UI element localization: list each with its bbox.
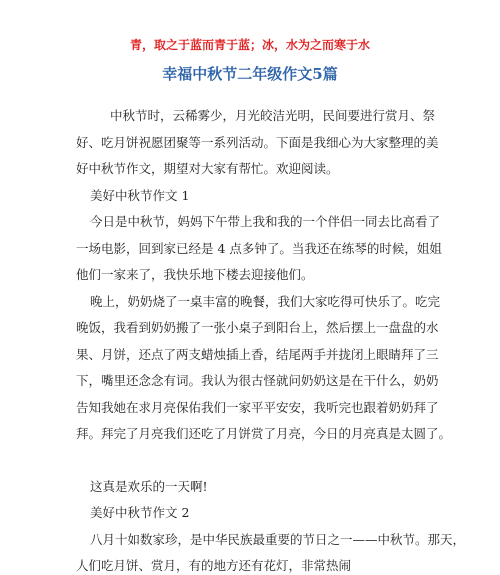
paragraph-line: 这真是欢乐的一天啊!	[90, 479, 208, 494]
paragraph-line: 人们吃月饼、赏月，有的地方还有花灯，非常热闹	[76, 558, 352, 573]
motto-line: 青，取之于蓝而青于蓝；冰，水为之而寒于水	[129, 38, 370, 52]
section-heading: 美好中秋节作文 1	[90, 188, 190, 203]
paragraph-line: 中秋节时，云稀雾少，月光皎洁光明，民间要进行赏月、祭	[110, 108, 436, 123]
paragraph-line: 晚饭，我看到奶奶搬了一张小桌子到阳台上，然后摆上一盘盘的水	[76, 320, 439, 335]
document-title: 幸福中秋节二年级作文5篇	[162, 65, 338, 83]
paragraph-line: 下，嘴里还念念有词。我认为很古怪就问奶奶这是在干什么，奶奶	[76, 373, 439, 388]
paragraph-line: 好中秋节作文，期望对大家有帮忙。欢迎阅读。	[76, 161, 339, 176]
paragraph-line: 八月十如数家珍，是中华民族最重要的节日之一——中秋节。那天，	[90, 532, 466, 547]
paragraph-line: 告知我她在求月亮保佑我们一家平平安安，我听完也跟着奶奶拜了	[76, 400, 439, 415]
paragraph-line: 好、吃月饼祝愿团聚等一系列活动。下面是我细心为大家整理的美	[76, 135, 439, 150]
paragraph-line: 拜。拜完了月亮我们还吃了月饼赏了月亮，今日的月亮真是太圆了。	[76, 426, 452, 441]
paragraph-line: 一场电影，回到家已经是 4 点多钟了。当我还在练琴的时候，姐姐	[76, 241, 442, 256]
paragraph-line: 他们一家来了，我快乐地下楼去迎接他们。	[76, 267, 314, 282]
paragraph-line: 今日是中秋节，妈妈下午带上我和我的一个伴侣一同去比高看了	[90, 214, 441, 229]
paragraph-line: 果、月饼，还点了两支蜡烛插上香，结尾两手并拢闭上眼睛拜了三	[76, 347, 439, 362]
section-heading: 美好中秋节作文 2	[90, 505, 190, 520]
paragraph-line: 晚上，奶奶烧了一桌丰富的晚餐，我们大家吃得可快乐了。吃完	[90, 294, 441, 309]
